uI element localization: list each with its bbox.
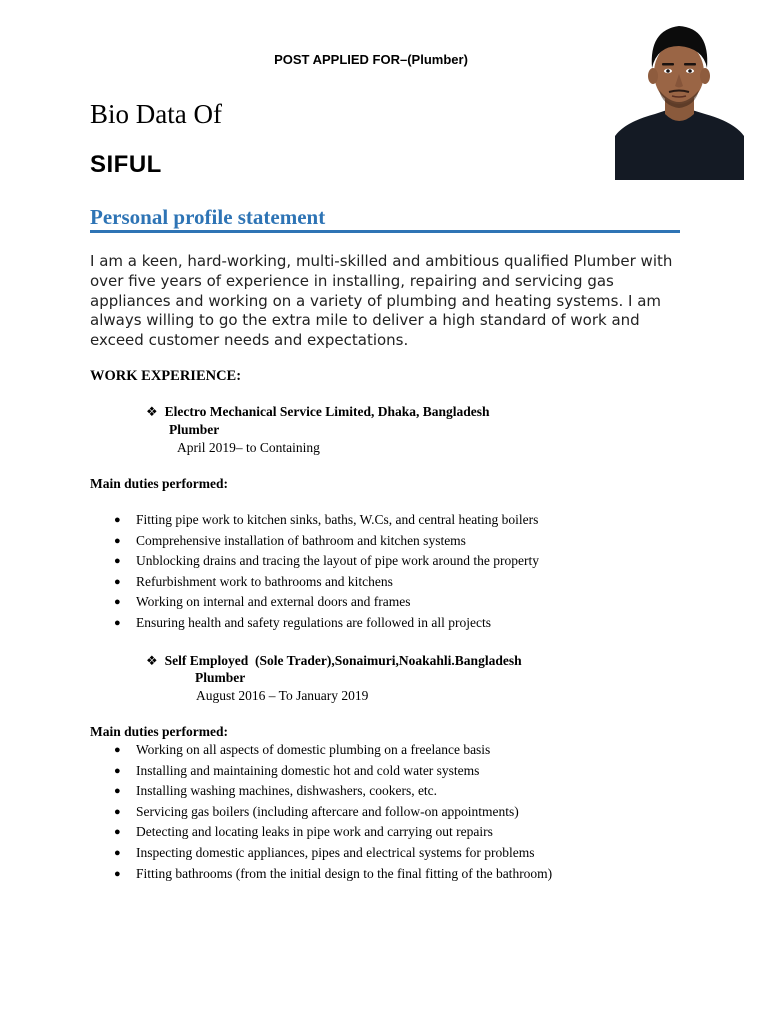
- bullet-icon: ●: [114, 575, 121, 588]
- profile-photo-portrait: [615, 18, 744, 180]
- job-2-employer: Self Employed (Sole Trader),Sonaimuri,Noakahli.Bangladesh: [164, 653, 522, 668]
- list-item: [90, 572, 539, 593]
- job-1-employer-line: [146, 404, 490, 420]
- list-item: [90, 822, 552, 843]
- post-applied-heading: POST APPLIED FOR–(Plumber): [274, 52, 468, 67]
- duty-text: Installing and maintaining domestic hot and cold water systems: [136, 762, 480, 778]
- list-item: [90, 740, 552, 761]
- candidate-name: SIFUL: [90, 151, 162, 178]
- list-item: [90, 864, 552, 885]
- bullet-icon: ●: [114, 785, 121, 798]
- list-item: [90, 761, 552, 782]
- bullet-icon: ●: [114, 514, 121, 526]
- bullet-icon: ●: [114, 867, 121, 880]
- duty-text: Fitting bathrooms (from the initial design to the final fitting of the bathroom): [136, 865, 553, 881]
- bullet-icon: ●: [114, 744, 121, 756]
- profile-photo: [615, 18, 744, 180]
- bullet-icon: ●: [114, 805, 121, 818]
- duty-text: Servicing gas boilers (including aftercare and follow-on appointments): [136, 803, 519, 819]
- job-1-duties-label: Main duties performed:: [90, 476, 228, 491]
- job-2-dates: August 2016 – To January 2019: [196, 688, 369, 703]
- list-item: [90, 781, 552, 802]
- list-item: [90, 802, 552, 823]
- job-2-duties-label: Main duties performed:: [90, 724, 228, 739]
- bullet-icon: ●: [114, 596, 121, 609]
- duty-text: Comprehensive installation of bathroom and kitchen systems: [136, 532, 466, 548]
- duty-text: Refurbishment work to bathrooms and kitchens: [136, 573, 393, 589]
- list-item: [90, 613, 539, 634]
- bullet-icon: ●: [114, 846, 121, 859]
- job-2-employer-line: [146, 653, 522, 669]
- duty-text: Ensuring health and safety regulations are followed in all projects: [136, 614, 492, 630]
- profile-section-title: Personal profile statement: [90, 205, 326, 229]
- duty-text: Working on all aspects of domestic plumbing on a freelance basis: [136, 742, 491, 757]
- diamond-bullet-icon: ❖: [146, 653, 158, 668]
- list-item: [90, 551, 539, 572]
- job-1-duties-list: [90, 510, 539, 634]
- bio-data-heading: Bio Data Of: [90, 99, 222, 129]
- bullet-icon: ●: [114, 616, 121, 629]
- job-1-dates: April 2019– to Containing: [177, 440, 320, 455]
- section-divider: [90, 230, 680, 233]
- list-item: [90, 592, 539, 613]
- job-2-role: Plumber: [195, 670, 246, 685]
- job-1-role: Plumber: [169, 422, 220, 437]
- bullet-icon: ●: [114, 555, 121, 568]
- list-item: [90, 843, 552, 864]
- work-experience-title: WORK EXPERIENCE:: [90, 368, 242, 384]
- duty-text: Detecting and locating leaks in pipe work and carrying out repairs: [136, 824, 493, 840]
- diamond-bullet-icon: ❖: [146, 404, 158, 419]
- list-item: [90, 531, 539, 552]
- job-1-employer: Electro Mechanical Service Limited, Dhaka, Bangladesh: [164, 404, 490, 419]
- profile-statement: I am a keen, hard-working, multi-skilled and ambitious qualified Plumber with over five years of experience in installing, repairing and servicing gas appliances and working on a variety of plumbing and heating systems. I am always willing to go the extra mile to deliver a high standard of work and exceed customer needs and expectations.: [90, 252, 673, 350]
- duty-text: Installing washing machines, dishwashers, cookers, etc.: [136, 783, 438, 799]
- duty-text: Inspecting domestic appliances, pipes and electrical systems for problems: [136, 844, 535, 860]
- bullet-icon: ●: [114, 826, 121, 839]
- list-item: [90, 510, 539, 531]
- duty-text: Working on internal and external doors and frames: [136, 594, 411, 610]
- bullet-icon: ●: [114, 764, 121, 777]
- duty-text: Unblocking drains and tracing the layout of pipe work around the property: [136, 553, 540, 569]
- job-2-duties-list: [90, 740, 552, 884]
- duty-text: Fitting pipe work to kitchen sinks, baths, W.Cs, and central heating boilers: [136, 512, 539, 527]
- bullet-icon: ●: [114, 534, 121, 547]
